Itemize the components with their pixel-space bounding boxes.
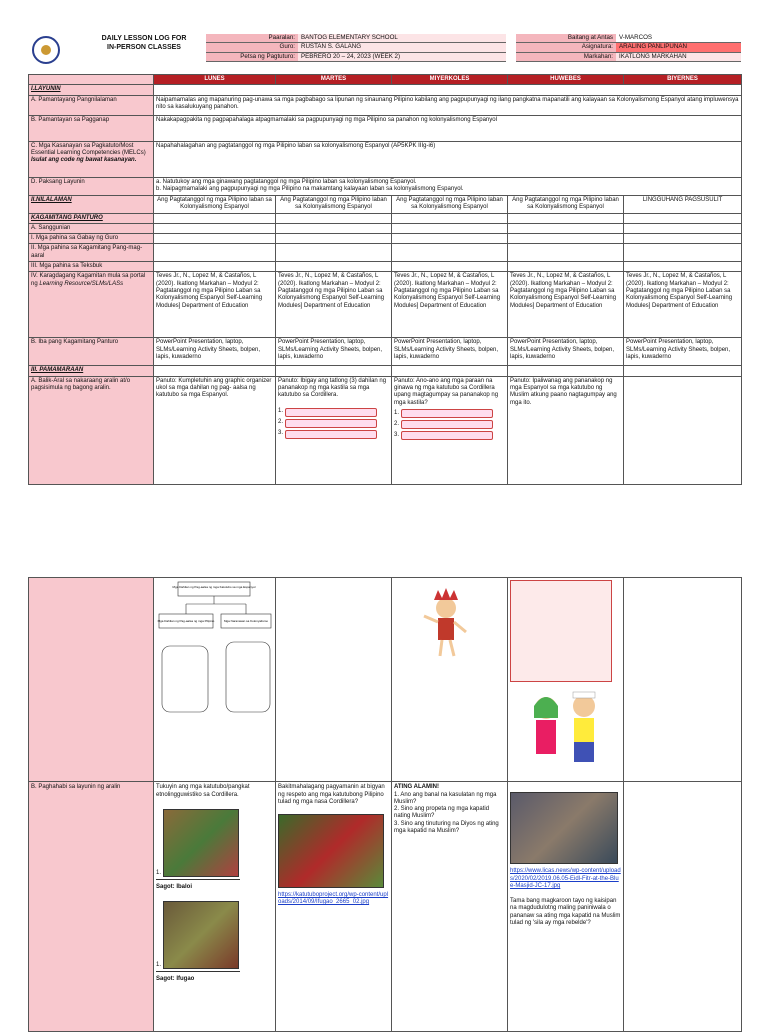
- answer-number: 3.: [278, 430, 284, 437]
- paksang-a: a. Natutukoy ang mga ginawang pagtatanggol ng mga Pilipino laban sa kolonyalismong Espanyol.: [156, 178, 417, 185]
- paksang-text: [154, 177, 742, 195]
- go-right-area: [226, 642, 270, 712]
- day-header-mon: LUNES: [154, 75, 276, 85]
- answer-number: 2.: [278, 419, 284, 426]
- portal-thu: Teves Jr., N., Lopez M, & Castaños, L (2020). Ikatlong Markahan – Modyul 2: Pagtatanggol ng mga Pilipino Laban sa Kolonyalismong Espanyol Self-Learning Modules] Department of Education: [508, 272, 624, 338]
- asignatura-value: ARALING PANLIPUNAN: [616, 43, 741, 51]
- dancer-body: [438, 618, 454, 640]
- nilalaman-mon: Ang Pagtatanggol ng mga Pilipino laban sa Kolonyalismong Espanyol: [154, 195, 276, 213]
- answer-number: 2.: [394, 420, 400, 427]
- day-header-tue: MARTES: [276, 75, 392, 85]
- baitang-label: Baitang at Antas: [516, 34, 616, 42]
- ifugao-image-link[interactable]: https://katutuboproject.org/wp-content/uploads/2014/09/Ifugao_2665_02.jpg: [278, 892, 389, 906]
- graphic-organizer-cell: [154, 578, 276, 782]
- portal-wed: Teves Jr., N., Lopez M, & Castaños, L (2020). Ikatlong Markahan – Modyul 2: Pagtatanggol ng mga Pilipino Laban sa Kolonyalismong Espanyol Self-Learning Modules] Department of Education: [392, 272, 508, 338]
- child-hijab: [534, 697, 558, 718]
- sagot-ibaloi: Sagot: Ibaloi: [156, 883, 192, 890]
- blank-cell-tue: [276, 578, 392, 782]
- ating-alamin-title: ATING ALAMIN!: [394, 784, 439, 791]
- dancer-arm: [424, 616, 438, 622]
- answer-field-5[interactable]: [401, 420, 493, 429]
- dancer-leg: [440, 640, 442, 656]
- melc-label: C. Mga Kasanayan sa Pagkatuto/Most Essential Learning Competencies (MELCs): [31, 142, 146, 156]
- paksang-b: b. Naipagmamalaki ang pagpupunyagi ng mga Pilipino na makamtang kalayaan laban sa kolonyalismong Espanyol.: [156, 185, 464, 192]
- item-number: 1.: [156, 961, 162, 968]
- lesson-table: [28, 74, 742, 485]
- melc-note: Isulat ang code ng bawat kasanayan.: [31, 157, 137, 164]
- dancer-headdress: [434, 588, 458, 600]
- nilalaman-wed: Ang Pagtatanggol ng mga Pilipino laban sa Kolonyalismong Espanyol: [392, 195, 508, 213]
- layunin-heading: I.LAYUNIN: [29, 85, 154, 95]
- alamin-q3: 3. Sino ang tinuturing na Diyos ng ating mga kapatid na Muslim?: [394, 820, 499, 835]
- alamin-q1: 1. Ano ang banal na kasulatan ng mga Muslim?: [394, 791, 497, 805]
- day-header-fri: BIYERNES: [624, 75, 742, 85]
- balik-aral-mon: Panuto: Kumpletuhin ang graphic organizer ukol sa mga dahilan ng pag- aalsa ng katutubo sa mga Espanyol.: [154, 376, 276, 484]
- nilalaman-heading: II.NILALAMAN: [29, 195, 154, 213]
- pagganap-text: Nakakapagpakita ng pagpapahalaga atpagmamalaki sa pagpupunyagi ng mga Pilipino sa panahon ng kolonyalismong Espanyol: [154, 115, 742, 141]
- paghahabi-thu: [508, 782, 624, 1032]
- portal-tue: Teves Jr., N., Lopez M, & Castaños, L (2020). Ikatlong Markahan – Modyul 2: Pagtatanggol ng mga Pilipino Laban sa Kolonyalismong Espanyol Self-Learning Modules] Department of Education: [276, 272, 392, 338]
- asignatura-label: Asignatura:: [516, 43, 616, 51]
- sanggunian-label: A. Sanggunian: [29, 223, 154, 233]
- corner-cell: [29, 75, 154, 85]
- go-top-text: Mga Dahilan ng Pag-aalsa ng mga Katutubo sa mga Espanyol: [172, 585, 256, 589]
- guro-label: Guro:: [206, 43, 298, 51]
- school-seal-icon: [32, 36, 60, 64]
- iba-thu: PowerPoint Presentation, laptop, SLMs/Learning Activity Sheets, bolpen, lapis, kuwaderno: [508, 338, 624, 366]
- dancer-cell: [392, 578, 508, 782]
- continued-label-cell: [29, 578, 154, 782]
- kagamitan-pang-label: II. Mga pahina sa Kagamitang Pang-mag-aaral: [29, 244, 154, 262]
- child-head: [573, 695, 595, 717]
- paghahabi-fri: [624, 782, 742, 1032]
- portal-label: IV. Karagdagang Kagamitan mula sa portal ng: [31, 273, 146, 287]
- go-left-area: [162, 646, 208, 712]
- ifugao-group-photo: [278, 814, 384, 888]
- teksbuk-label: III. Mga pahina sa Teksbuk: [29, 262, 154, 272]
- balik-aral-fri: [624, 376, 742, 484]
- dancer-head: [436, 598, 456, 618]
- answer-number: 1.: [278, 408, 284, 415]
- answer-field-2[interactable]: [285, 419, 377, 428]
- title-line-1: DAILY LESSON LOG FOR: [101, 35, 187, 42]
- go-left-text: Mga Dahilan ng Pag-aalsa ng mga Pilipino: [157, 619, 215, 623]
- eid-prayer-photo: [510, 792, 618, 864]
- gabay-label: I. Mga pahina sa Gabay ng Guro: [29, 234, 154, 244]
- header: [28, 34, 741, 66]
- paghahabi-mon-text: Tukuyin ang mga katutubo/pangkat etnolingguwistiko sa Cordillera.: [156, 784, 250, 798]
- paghahabi-thu-text: Tama bang magkaroon tayo ng kaisipan na magdudulotng maling paniniwala o pananaw sa ating mga kapatid na Muslim tulad ng 'sila ay mga rebelde'?: [510, 898, 621, 927]
- cordillera-dancer-image: [394, 580, 504, 660]
- balik-aral-wed: [392, 376, 508, 484]
- pamantayang-label: A. Pamantayang Pangnilalaman: [29, 95, 154, 115]
- balik-aral-thu: Panuto: Ipaliwanag ang pananakop ng mga Espanyol sa mga katutubo ng Muslim atkung paano nagtagumpay ang mga ito.: [508, 376, 624, 484]
- muslim-kids-cell: [508, 578, 624, 782]
- paghahabi-wed: [392, 782, 508, 1032]
- paghahabi-tue-text: Bakitmahalagang pagyamanin at bigyan ng respeto ang mga katutubong Pilipino tulad ng mga nasa Cordillera?: [278, 784, 385, 805]
- portal-label-cell: [29, 272, 154, 338]
- paksang-label: D. Paksang Layunin: [29, 177, 154, 195]
- pamantayang-text: Naipamamalas ang mapanuring pag-unawa sa mga pagbabago sa lipunan ng sinaunang Pilipino kabilang ang pagpupunyagi ng ilang pangkatna mapanatili ang kalayaan sa Kolonyalismong Espanyol atang impluwensya nito sa kasalukuyang panahon.: [154, 95, 742, 115]
- markahan-value: IKATLONG MARKAHAN: [616, 53, 741, 61]
- guro-value: RUSTAN S. GALANG: [298, 43, 506, 51]
- iba-tue: PowerPoint Presentation, laptop, SLMs/Learning Activity Sheets, bolpen, lapis, kuwaderno: [276, 338, 392, 366]
- balik-aral-tue-text: Panuto: Ibigay ang tatlong (3) dahilan ng pananakop ng mga kastila sa mga katutubo sa Cordillera.: [278, 377, 387, 399]
- answer-field-4[interactable]: [401, 409, 493, 418]
- muslim-children-image: [510, 686, 620, 776]
- paghahabi-label: B. Paghahabi sa layunin ng aralin: [29, 782, 154, 1032]
- petsa-label: Petsa ng Pagtuturo:: [206, 53, 298, 61]
- nilalaman-fri: LINGGUHANG PAGSUSULIT: [624, 195, 742, 213]
- nilalaman-thu: Ang Pagtatanggol ng mga Pilipino laban sa Kolonyalismong Espanyol: [508, 195, 624, 213]
- sagot-ifugao: Sagot: Ifugao: [156, 976, 195, 983]
- iba-mon: PowerPoint Presentation, laptop, SLMs/Learning Activity Sheets, bolpen, lapis, kuwaderno: [154, 338, 276, 366]
- alamin-q2: 2. Sino ang propeta ng mga kapatid nating Muslim?: [394, 806, 490, 820]
- iba-label: B. Iba pang Kagamitang Panturo: [29, 338, 154, 366]
- paaralan-label: Paaralan:: [206, 34, 298, 42]
- header-info-left: [206, 34, 506, 62]
- child-pants: [574, 742, 594, 762]
- balik-aral-tue: [276, 376, 392, 484]
- portal-fri: Teves Jr., N., Lopez M, & Castaños, L (2020). Ikatlong Markahan – Modyul 2: Pagtatanggol ng mga Pilipino Laban sa Kolonyalismong Espanyol Self-Learning Modules] Department of Education: [624, 272, 742, 338]
- kagamitan-heading: KAGAMITANG PANTURO: [29, 213, 154, 223]
- child-cap: [573, 692, 595, 698]
- nilalaman-tue: Ang Pagtatanggol ng mga Pilipino laban sa Kolonyalismong Espanyol: [276, 195, 392, 213]
- iba-wed: PowerPoint Presentation, laptop, SLMs/Learning Activity Sheets, bolpen, lapis, kuwaderno: [392, 338, 508, 366]
- title-line-2: IN-PERSON CLASSES: [107, 44, 181, 51]
- pamamaraan-heading: III. PAMAMARAAN: [29, 366, 154, 376]
- baitang-value: V-MARCOS: [619, 34, 653, 41]
- melc-label-cell: [29, 141, 154, 177]
- answer-field-3[interactable]: [285, 430, 377, 439]
- lesson-table-continued: [28, 577, 742, 1032]
- ifugao-photo: [163, 901, 239, 969]
- answer-number: 3.: [394, 431, 400, 438]
- day-header-wed: MIYERKOLES: [392, 75, 508, 85]
- melc-text: Napahahalagahan ang pagtatanggol ng mga Pilipino laban sa kolonyalismong Espanyol (AP5KPK IIIg-i6): [154, 141, 742, 177]
- image-placeholder-box: [510, 580, 612, 682]
- item-number: 1.: [156, 869, 162, 876]
- petsa-value: PEBRERO 20 – 24, 2023 (WEEK 2): [298, 53, 506, 61]
- answer-field-6[interactable]: [401, 431, 493, 440]
- ibaloi-photo: [163, 809, 239, 877]
- iba-fri: PowerPoint Presentation, laptop, SLMs/Learning Activity Sheets, bolpen, lapis, kuwaderno: [624, 338, 742, 366]
- child-dress: [536, 720, 556, 754]
- paghahabi-mon: [154, 782, 276, 1032]
- header-info-right: [516, 34, 741, 62]
- go-right-text: Mga Naranasan sa Kolonyalismo: [223, 619, 269, 623]
- day-header-thu: HUWEBES: [508, 75, 624, 85]
- dancer-arm: [454, 622, 466, 632]
- blank-cell-fri: [624, 578, 742, 782]
- paaralan-value: BANTOG ELEMENTARY SCHOOL: [298, 34, 506, 42]
- answer-number: 1.: [394, 409, 400, 416]
- dancer-leg: [450, 640, 454, 656]
- portal-mon: Teves Jr., N., Lopez M, & Castaños, L (2020). Ikatlong Markahan – Modyul 2: Pagtatanggol ng mga Pilipino Laban sa Kolonyalismong Espanyol Self-Learning Modules] Department of Education: [154, 272, 276, 338]
- balik-aral-label: A. Balik-Aral sa nakaraang aralin at/o pagsisimula ng bagong aralin.: [29, 376, 154, 484]
- answer-field-1[interactable]: [285, 408, 377, 417]
- balik-aral-wed-text: Panuto: Ano-ano ang mga paraan na ginawa ng mga katutubo sa Cordillera upang magtagumpay sa pananakop ng mga kastila?: [394, 377, 499, 406]
- pagganap-label: B. Pamantayan sa Pagganap: [29, 115, 154, 141]
- markahan-label: Markahan:: [516, 53, 616, 61]
- eid-image-link[interactable]: https://www.licas.news/wp-content/uploads/2020/02/2019.06.05-Eidl-Fitr-at-the-Blue-Masjid-JC-17.jpg: [510, 868, 621, 889]
- paghahabi-tue: [276, 782, 392, 1032]
- portal-label-italic: Learning Resource/SLMs/LASs: [39, 280, 124, 287]
- document-title: [88, 34, 200, 52]
- graphic-organizer: [156, 580, 274, 770]
